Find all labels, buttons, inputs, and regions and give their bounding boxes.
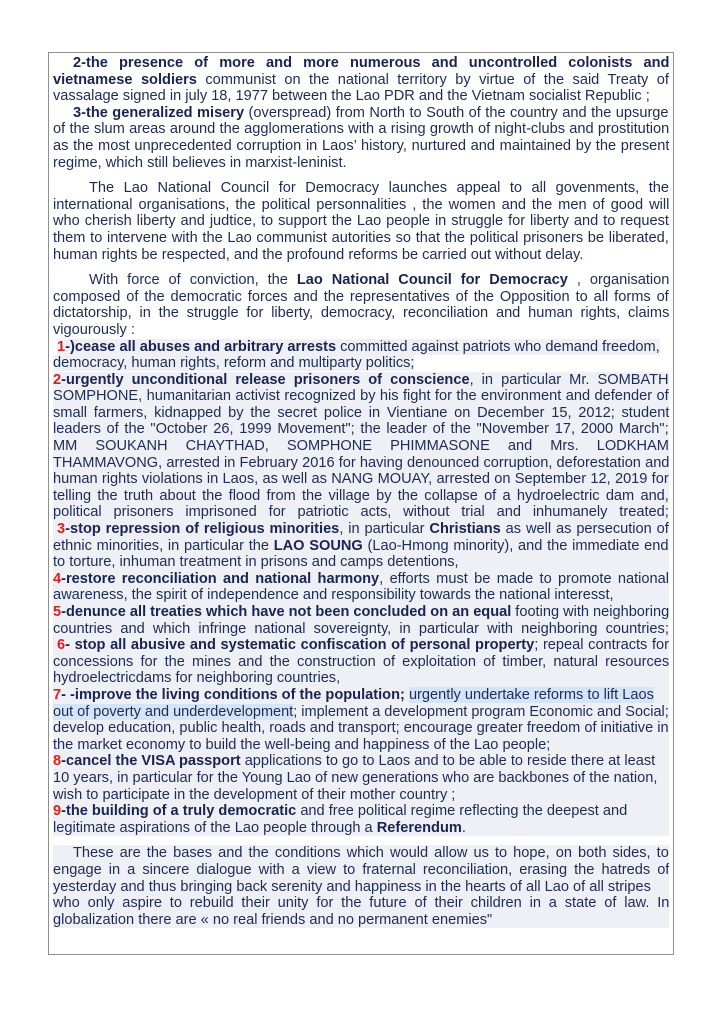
- text-line: 9-the building of a truly democratic and free political regime reflecting the deepest and: [53, 803, 628, 820]
- claims-list: [53, 339, 669, 837]
- text-line: concessions for the mines and the construction of exploitation of timber, natural resources: [53, 653, 669, 670]
- closing-paragraph: [53, 845, 669, 928]
- claim-item-9: [53, 803, 669, 836]
- claim-number: 7: [53, 686, 62, 703]
- selected-text[interactable]: urgently undertake reforms to lift Laos: [408, 686, 654, 703]
- claim-item-8: [53, 753, 669, 803]
- claim-item-5: [53, 604, 669, 637]
- text-line: the market economy to build the well-being and happiness of the Lao people;: [53, 736, 551, 753]
- text-line: awareness, the spirit of independence and responsibility towards the national interesst,: [53, 587, 614, 604]
- text-line: 1-)cease all abuses and arbitrary arrests committed against patriots who demand freedom,: [57, 338, 660, 355]
- text-line: democracy, human rights, reform and multiparty politics;: [53, 355, 415, 372]
- intro-item-3: [53, 105, 669, 171]
- text-line: telling the truth about the flood from the village by the collapse of a hydroelectric dam and,: [53, 487, 669, 504]
- text-line: small farmers, kidnapped by the secret police in Vientiane on December 15, 2012; student: [53, 404, 669, 421]
- text-line: 5-denunce all treaties which have not been concluded on an equal footing with neighboring: [53, 604, 669, 620]
- claim-item-4: [53, 571, 669, 604]
- claim-number: 2: [53, 371, 62, 388]
- conviction-paragraph: [53, 272, 669, 338]
- document-body: [53, 55, 669, 928]
- text-line: 3-the generalized misery (overspread) from North to South of the country and the upsurge: [73, 104, 669, 121]
- text-line: THAMMAVONG, arrested in February 2016 for having denounced corruption, deforestation and: [53, 454, 669, 471]
- text-line: who only aspire to rebuild their unity for the future of their children in a state of law. In: [53, 895, 669, 912]
- claim-number: 8: [53, 753, 62, 770]
- text-line: as the most unprecedented corruption in Laos’ history, nurtured and maintained by the present: [53, 137, 669, 154]
- claim-number: 5: [53, 604, 62, 620]
- claim-item-1: [53, 339, 669, 372]
- text-line: wish to participate in the development of their mother country ;: [53, 786, 456, 803]
- text-line: The Lao National Council for Democracy launches appeal to all govenments, the: [89, 180, 669, 197]
- text-line: 8-cancel the VISA passport applications to go to Laos and to be able to reside there at least: [53, 753, 656, 770]
- text-line: develop education, public health, roads and transport; encourage greater freedom of initiative in: [53, 720, 669, 737]
- intro-item-2: [53, 55, 669, 105]
- text-line: ethnic minorities, in particular the LAO SOUNG (Lao-Hmong minority), and the immediate end: [53, 537, 669, 554]
- text-line: These are the bases and the conditions which would allow us to hope, on both sides, to: [73, 845, 669, 862]
- text-line: of the slum areas around the agglomerations with a rising growth of night-clubs and prostitution: [53, 121, 669, 138]
- text-line: MM SOUKANH CHAYTHAD, SOMPHONE PHIMMASONE and Mrs. LODKHAM: [53, 438, 669, 455]
- text-line: who cherish liberty and judtice, to support the Lao people in struggle for liberty and to request: [53, 213, 669, 230]
- text-line: vietnamese soldiers communist on the national territory by virtue of the said Treaty of: [53, 71, 669, 88]
- text-line: political prisoners imprisoned for patriotic acts, without trial and inhumanely treated;: [53, 504, 669, 521]
- appeal-paragraph: [53, 180, 669, 263]
- claim-number: 3: [57, 521, 66, 538]
- text-line: 10 years, in particular for the Young Lao of new generations who are backbones of the nation,: [53, 769, 658, 786]
- claim-item-6: [53, 637, 669, 687]
- text-line: 3-stop repression of religious minorities, in particular Christians as well as persecution of: [57, 521, 669, 538]
- text-line: dictatorship, in the struggle for liberty, democracy, reconciliation and human rights, claims: [53, 305, 669, 322]
- text-line: vassalage signed in july 18, 1977 between the Lao PDR and the Vietnam socialist Republic ;: [53, 88, 650, 105]
- claim-item-3: [53, 521, 669, 571]
- text-line: to torture, inhuman treatment in prisons and camps detentions,: [53, 554, 459, 571]
- text-line: international organisations, the political personnalities , the women and the men of good will: [53, 196, 669, 213]
- claim-item-7: [53, 687, 669, 753]
- text-line: yesterday and thus bringing back serenity and happiness in the hearts of all Lao of all stripes: [53, 878, 651, 895]
- text-line: vigourously :: [53, 321, 135, 338]
- text-line: 7- -improve the living conditions of the population; urgently undertake reforms to lift Laos: [53, 686, 654, 703]
- text-line: countries and which infringe national sovereignty, in particular with neighboring countries;: [53, 620, 669, 637]
- text-line: SOMPHONE, humanitarian activist recognized by his fight for the environment and defender of: [53, 388, 669, 405]
- text-line: human rights violations in Laos, as well as NANG MOUAY, arrested on September 12, 2019 for: [53, 471, 669, 488]
- text-line: hydroelectricdams for neighboring countries,: [53, 670, 341, 687]
- text-line: engage in a sincere dialogue with a view to fraternal reconciliation, erasing the hatreds of: [53, 861, 669, 878]
- text-line: With force of conviction, the Lao National Council for Democracy , organisation: [89, 272, 669, 289]
- text-line: 2-the presence of more and more numerous and uncontrolled colonists and: [73, 55, 669, 71]
- claim-number: 4: [53, 570, 62, 587]
- claim-item-2: [53, 372, 669, 521]
- text-line: regime, which still believes in marxist-leninist.: [53, 154, 347, 171]
- text-line: leaders of the "October 26, 1999 Movement"; the leader of the "November 17, 2000 March";: [53, 421, 669, 438]
- text-line: 6- stop all abusive and systematic confiscation of personal property; repeal contracts for: [57, 637, 669, 654]
- selected-text[interactable]: out of poverty and underdevelopment: [53, 703, 294, 720]
- text-line: out of poverty and underdevelopment; implement a development program Economic and Social;: [53, 703, 669, 720]
- text-line: globalization there are « no real friends and no permanent enemies": [53, 911, 493, 928]
- document-frame: [48, 52, 674, 955]
- claim-number: 6: [57, 637, 66, 654]
- text-line: 4-restore reconciliation and national harmony, efforts must be made to promote national: [53, 570, 669, 587]
- organisation-name: Lao National Council for Democracy: [296, 272, 568, 289]
- text-line: composed of the democratic forces and the representatives of the Opposition to all forms of: [53, 288, 669, 305]
- claim-number: 1: [57, 338, 66, 355]
- text-line: human rights be respected, and the profound reforms be carried out without delay.: [53, 246, 584, 263]
- text-line: legitimate aspirations of the Lao people through a Referendum.: [53, 819, 466, 836]
- text-line: them to intervene with the Lao communist autorities so that the political prisoners be liberated,: [53, 229, 669, 246]
- text-line: 2-urgently unconditional release prisoners of conscience, in particular Mr. SOMBATH: [53, 371, 669, 388]
- claim-number: 9: [53, 803, 62, 820]
